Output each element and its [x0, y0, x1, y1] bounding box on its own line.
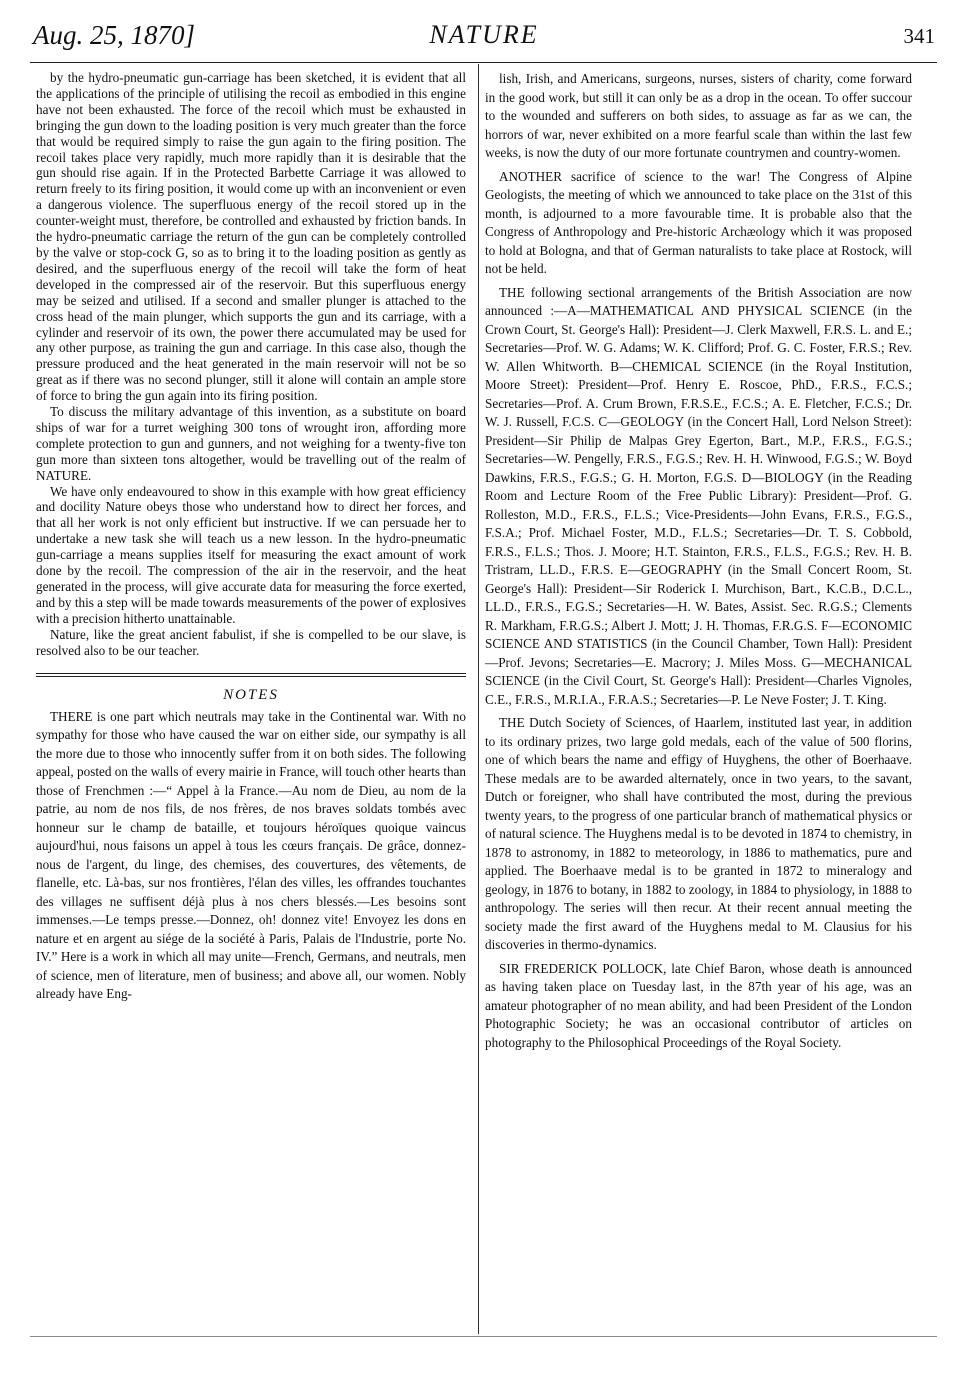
right-column — [485, 70, 912, 1052]
issue-date: Aug. 25, 1870] — [33, 20, 195, 50]
column-divider — [478, 64, 479, 1334]
article-continuation — [36, 70, 466, 659]
notes-paragraph: SIR FREDERICK POLLOCK, late Chief Baron, whose death is announced as having taken place on Tuesday last, in the 87th year of his age, was an amateur photographer of no mean ability, and had been President of the London Photographic Society; he was an occasional contributor of articles on photography to the Philosophical Proceedings of the Royal Society. — [485, 960, 912, 1050]
notes-paragraph: lish, Irish, and Americans, surgeons, nurses, sisters of charity, come forward in the good work, but still it can only be as a drop in the ocean. To offer succour to the wounded and sufferers on both sides, to assuage as far as we can, the horrors of war, never exhibited on a more fearful scale than within the last few weeks, is now the duty of our more fortunate countrymen and country-women. — [485, 71, 912, 160]
page-number: 341 — [903, 24, 935, 48]
notes-paragraph: ANOTHER sacrifice of science to the war! The Congress of Alpine Geologists, the meeting of which we announced to take place on the 31st of this month, is adjourned to a more favourable time. It is probable also that the Congress of Anthropology and Pre-historic Archæology which it was proposed to hold at Bologna, and that of German naturalists to take place at Rostock, will not be held. — [485, 168, 912, 276]
notes-paragraph: THE Dutch Society of Sciences, of Haarlem, instituted last year, in addition to its ordinary prizes, two large gold medals, each of the value of 500 florins, one of which bears the name and effigy of Huyghens, the other of Boerhaave. These medals are to be awarded alternately, once in two years, to the savant, Dutch or foreigner, who shall have contributed the most, during the previous twenty years, to the progress of one particular branch of mathematical physics or of natural science. The Huyghens medal is to be devoted in 1874 to chemistry, in 1878 to astronomy, in 1882 to meteorology, in 1886 to mathematics, pure and applied. The Boerhaave medal is to be granted in 1872 to mineralogy and geology, in 1876 to botany, in 1882 to zoology, in 1884 to physiology, in 1888 to anthropology. The series will then recur. At their recent annual meeting the society made the first award of the Huyghens medal to M. Clausius for his discoveries in thermo-dynamics. — [485, 715, 912, 952]
article-paragraph: Nature, like the great ancient fabulist, if she is compelled to be our slave, is resolved also to be our teacher. — [36, 626, 466, 658]
notes-heading: NOTES — [223, 686, 279, 703]
notes-section — [36, 687, 466, 1004]
journal-title: NATURE — [429, 20, 539, 49]
article-paragraph: by the hydro-pneumatic gun-carriage has been sketched, it is evident that all the applications of the principle of utilising the recoil as embodied in this engine have not been exhausted. The force of the recoil which must be exhausted in bringing the gun down to the loading position is very much greater than the force that would be required simply to raise the gun again to the firing position. The recoil takes place very rapidly, much more rapidly than it is desirable that the gun should rise again. If in the Protected Barbette Carriage it was allowed to return freely to its firing position, it would come up with an inconvenient or even a dangerous violence. The superfluous energy of the recoil stored up in the counter-weight must, therefore, be controlled and exhausted by friction bands. In the hydro-pneumatic carriage the return of the gun can be completely controlled by the valve or stop-cock G, so as to bring it to the loading position as gently as desired, and the superfluous energy of the recoil will take the form of heat developed in the compressed air of the reservoir. But this superfluous energy may be seized and utilised. If a second and smaller plunger is attached to the cross head of the main plunger, which supports the gun and its carriage, with a cylinder and reservoir of its own, the power there accumulated may be used for any other purpose, as training the gun and carriage. In this case also, though the pressure produced and the heat generated in the main reservoir will not be so great as if there was no second plunger, still it alone will contain an ample store of force to bring the gun again into its firing position. — [36, 70, 466, 404]
notes-paragraph: THE following sectional arrangements of the British Association are now announced :—A—MATHEMATICAL AND PHYSICAL SCIENCE (in the Crown Court, St. George's Hall): President—J. Clerk Maxwell, F.R.S. L. and E.; Secretaries—Prof. W. G. Adams; W. K. Clifford; Prof. G. C. Foster, F.R.S.; Rev. W. Allen Whitworth. B—CHEMICAL SCIENCE (in the Royal Institution, Moore Street): President—Prof. Henry E. Roscoe, PhD., F.R.S., F.C.S.; Secretaries—Prof. A. Crum Brown, F.R.S.E., F.C.S.; A. E. Fletcher, F.C.S.; Dr. W. J. Russell, F.C.S. C—GEOLOGY (in the Concert Hall, Lord Nelson Street): President—Sir Philip de Malpas Grey Egerton, Bart., M.P., F.R.S., F.G.S.; Secretaries—W. Pengelly, F.R.S., F.G.S.; Rev. H. H. Winwood, F.G.S.; W. Boyd Dawkins, F.R.S., F.G.S.; G. H. Morton, F.G.S. D—BIOLOGY (in the Reading Room and Lecture Room of the Free Public Library): President—Prof. G. Rolleston, M.D., F.R.S., F.L.S.; Vice-Presidents—John Evans, F.R.S., F.G.S., F.S.A.; Prof. Michael Foster, M.D., F.L.S.; Secretaries—Dr. T. S. Cobbold, F.R.S., F.L.S.; Thos. J. Moore; H.T. Stainton, F.R.S., F.L.S., F.G.S.; Rev. H. B. Tristram, LL.D., F.R.S. E—GEOGRAPHY (in the Small Concert Room, St. George's Hall): President—Sir Roderick I. Murchison, Bart., K.C.B., D.C.L., LL.D., F.R.S., F.G.S.; Secretaries—H. W. Bates, Assist. Sec. R.G.S.; Clements R. Markham, F.R.G.S.; Albert J. Mott; J. H. Thomas, F.R.G.S. F—ECONOMIC SCIENCE AND STATISTICS (in the Council Chamber, Town Hall): President—Prof. Jevons; Secretaries—E. Macrory; J. Miles Moss. G—MECHANICAL SCIENCE (in the Civil Court, St. George's Hall): President—Charles Vignoles, C.E., F.R.S., M.R.I.A., F.R.A.S.; Secretaries—P. Le Neve Foster; J. T. King. — [485, 284, 912, 707]
article-paragraph: To discuss the military advantage of this invention, as a substitute on board ships of war for a turret weighing 300 tons of wrought iron, affording more complete protection to gun and gunners, and not weighing for a twenty-five ton gun more than sixteen tons altogether, would be travelling out of the realm of NATURE. — [36, 404, 466, 483]
page-header — [33, 18, 935, 60]
article-paragraph: We have only endeavoured to show in this example with how great efficiency and docility Nature obeys those who understand how to direct her forces, and that all her work is not only efficient but instructive. If we can persuade her to undertake a new task she will teach us a new lesson. In the hydro-pneumatic gun-carriage a means supplies itself for measuring the exact amount of work done by the recoil. The compression of the air in the reservoir, and the heat generated in the process, will give accurate data for measuring the force exerted, and by this a step will be made towards measurements of the power of explosives with a precision hitherto unattainable. — [36, 483, 466, 626]
left-column — [36, 70, 466, 1004]
header-rule — [30, 62, 937, 63]
page-bottom-rule — [30, 1336, 937, 1337]
section-rule — [36, 673, 466, 677]
notes-paragraph: THERE is one part which neutrals may take in the Continental war. With no sympathy for those who have caused the war on either side, our sympathy is all the more due to those who innocently suffer from it on both sides. The following appeal, posted on the walls of every mairie in France, will touch other hearts than those of Frenchmen :—“ Appel à la France.—Au nom de Dieu, au nom de la patrie, au nom de nos fils, de nos frères, de nos braves soldats tombés avec honneur sur le champ de bataille, et toujours héroïques quoique vaincus aujourd'hui, nous faisons un appel à tous les cœurs français. De grâce, donnez-nous de l'argent, du linge, des chemises, des couvertures, des vêtements, de flanelle, etc. Là-bas, sur nos frontières, l'élan des villes, les offrandes touchantes des villages ne suffisent déjà plus à nos chers blessés.—Les besoins sont immenses.—Le temps presse.—Donnez, oh! donnez vite! Envoyez les dons en nature et en argent au siége de la société à Paris, Palais de l'Industrie, porte No. IV.” Here is a work in which all may unite—French, Germans, and neutrals, men of science, men of literature, men of business; and above all, our women. Nobly already have Eng- — [36, 708, 466, 1002]
